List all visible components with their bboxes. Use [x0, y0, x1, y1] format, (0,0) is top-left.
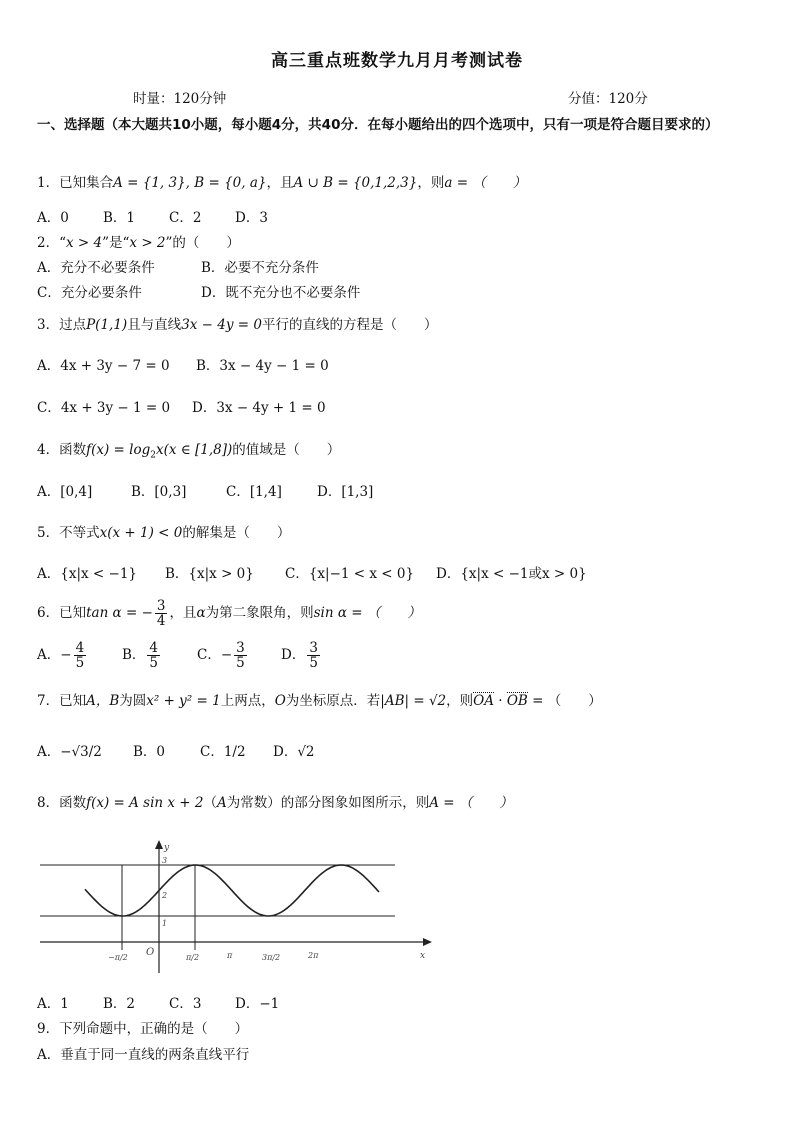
q6-option-c-num: 3: [236, 640, 245, 656]
graph-origin-label: O: [146, 947, 155, 958]
q4-option-a: A．[0,4]: [37, 484, 93, 500]
q6-alpha: α: [196, 605, 206, 621]
q4-option-c: C．[1,4]: [226, 484, 282, 500]
q7-option-d-label: D．: [273, 744, 298, 760]
q7-distance: |AB| = √2: [380, 693, 447, 709]
q6-option-a-num: 4: [75, 640, 85, 656]
q4-function: f(x) = log: [86, 442, 151, 458]
q8-constant: A: [217, 795, 227, 811]
question-3: [37, 313, 437, 333]
graph-y1-label: 1: [162, 919, 168, 928]
q3-option-a: A．4x + 3y − 7 = 0: [37, 358, 170, 374]
q7-text-2: 为圆: [119, 693, 147, 709]
q5-option-d: D．{x|x < −1或x > 0}: [436, 566, 587, 582]
q5-option-a: A．{x|x < −1}: [37, 566, 137, 582]
q6-option-d-num: 3: [309, 640, 318, 656]
q2-text-3: ”的（ ）: [165, 235, 240, 251]
q6-text-3: 为第二象限角，则: [205, 605, 314, 621]
graph-y-label: y: [164, 843, 170, 853]
q4-log-base: 2: [150, 450, 156, 461]
q1-option-b: B．1: [103, 210, 136, 226]
q6-option-c-label: C．: [197, 647, 221, 663]
q8-text-1: 8．函数: [37, 795, 87, 811]
q6-option-b-label: B．: [122, 647, 146, 663]
q6-option-d-label: D．: [281, 647, 306, 663]
question-2: [37, 231, 240, 251]
q8-function-graph: [40, 838, 440, 973]
q6-text-1: 6．已知: [37, 605, 87, 621]
q2-cond-2: x > 2: [129, 235, 166, 251]
q3-option-b: B．3x − 4y − 1 = 0: [196, 358, 329, 374]
q6-option-b-fraction: [147, 641, 160, 670]
q4-option-d: D．[1,3]: [317, 484, 374, 500]
q6-fraction: [155, 599, 168, 628]
q1-var: a = （ ）: [444, 175, 527, 191]
q7-option-d-value: √2: [297, 744, 315, 760]
q2-option-a: A．充分不必要条件: [37, 260, 155, 276]
q7-option-a-value: −√3/2: [60, 744, 102, 760]
q5-option-c: C．{x|−1 < x < 0}: [285, 566, 415, 582]
graph-sine-curve: [85, 865, 379, 916]
q6-option-c-den: 5: [236, 655, 245, 671]
q4-text-2: 的值域是（ ）: [232, 442, 341, 458]
q1-text-3: ，则: [417, 175, 445, 191]
question-9: 9．下列命题中，正确的是（ ）: [37, 1021, 249, 1037]
q6-option-c: [197, 638, 249, 672]
q7-option-a: [37, 740, 102, 760]
q7-circle: x² + y² = 1: [146, 693, 221, 709]
q2-option-b: B．必要不充分条件: [201, 260, 319, 276]
q2-text-1: 2．“: [37, 235, 66, 251]
q6-option-a: [37, 638, 88, 672]
q4-option-b: B．[0,3]: [131, 484, 187, 500]
q5-text-1: 5．不等式: [37, 525, 100, 541]
question-8: [37, 791, 513, 811]
q7-origin: O: [274, 693, 286, 709]
q3-option-c: C．4x + 3y − 1 = 0: [37, 400, 171, 416]
graph-x-label: x: [420, 951, 426, 961]
q7-option-a-label: A．: [37, 744, 61, 760]
graph-tick-two-pi: 2π: [308, 951, 319, 960]
q3-text-1: 3．过点: [37, 317, 87, 333]
q5-text-2: 的解集是（ ）: [182, 525, 291, 541]
question-1: [37, 171, 526, 191]
graph-y2-label: 2: [162, 891, 168, 900]
q5-inequality: x(x + 1) < 0: [99, 525, 183, 541]
q6-option-a-fraction: [74, 641, 87, 670]
q1-option-a: A．0: [37, 210, 69, 226]
exam-score: 分值：120分: [568, 91, 648, 107]
graph-tick-three-half-pi: 3π/2: [262, 953, 281, 962]
q7-option-d: [273, 740, 315, 760]
graph-tick-half-pi: π/2: [186, 953, 200, 962]
q7-text-6: = （ ）: [527, 693, 602, 709]
q6-option-c-sign: −: [220, 647, 233, 663]
q6-option-c-fraction: [234, 641, 247, 670]
q7-text-4: 为坐标原点．若: [285, 693, 381, 709]
q8-text-2: （: [203, 795, 218, 811]
q6-option-a-den: 5: [75, 655, 85, 671]
q9-option-a: A．垂直于同一直线的两条直线平行: [37, 1047, 250, 1063]
q1-option-d: D．3: [235, 210, 268, 226]
q1-sets: A = {1, 3}, B = {0, a}: [113, 175, 267, 191]
exam-time: 时量：120分钟: [133, 91, 227, 107]
graph-y-arrow: [155, 840, 163, 849]
q8-option-b: B．2: [103, 996, 136, 1012]
q6-sin: sin α = （ ）: [313, 605, 421, 621]
q3-text-2: 且与直线: [127, 317, 182, 333]
q4-text-1: 4．函数: [37, 442, 87, 458]
q1-text-1: 1．已知集合: [37, 175, 114, 191]
q6-option-a-label: A．: [37, 647, 61, 663]
q8-option-d: D．−1: [235, 996, 280, 1012]
q5-option-b: B．{x|x > 0}: [165, 566, 254, 582]
q7-text-5: ，则: [446, 693, 474, 709]
q1-union: A ∪ B = {0,1,2,3}: [293, 175, 418, 191]
q6-option-d: [281, 638, 322, 672]
q7-vector-oa: OA: [473, 693, 494, 709]
exam-title: 高三重点班数学九月月考测试卷: [271, 51, 523, 71]
question-4: [37, 438, 340, 461]
q3-text-3: 平行的直线的方程是（ ）: [261, 317, 438, 333]
q6-option-d-fraction: [307, 641, 320, 670]
q7-option-c-label: C．: [200, 744, 224, 760]
q7-dot: ·: [493, 693, 507, 709]
q6-denominator: 4: [156, 613, 166, 629]
question-5: [37, 521, 290, 541]
q6-option-b-den: 5: [149, 655, 159, 671]
q7-option-b-label: B．: [133, 744, 157, 760]
q1-text-2: ，且: [266, 175, 294, 191]
q8-text-3: 为常数）的部分图象如图所示，则: [226, 795, 430, 811]
graph-y3-label: 3: [162, 856, 168, 865]
q2-option-d: D．既不充分也不必要条件: [201, 285, 361, 301]
q2-option-c: C．充分必要条件: [37, 285, 142, 301]
q7-vector-ob: OB: [506, 693, 528, 709]
section-heading: 一、选择题（本大题共10小题，每小题4分，共40分．在每小题给出的四个选项中，只有一项是符合题目要求的）: [37, 117, 719, 133]
q7-option-b: [133, 740, 165, 760]
q8-option-c: C．3: [169, 996, 202, 1012]
q3-option-d: D．3x − 4y + 1 = 0: [192, 400, 326, 416]
q4-domain: x(x ∈ [1,8]): [155, 442, 233, 458]
graph-tick-pi: π: [227, 951, 233, 960]
q2-cond-1: x > 4: [66, 235, 103, 251]
graph-x-arrow: [423, 938, 432, 946]
q8-option-a: A．1: [37, 996, 69, 1012]
q6-option-b-num: 4: [149, 640, 159, 656]
q7-option-b-value: 0: [156, 744, 166, 760]
q2-text-2: ”是“: [102, 235, 130, 251]
q7-option-c-value: 1/2: [223, 744, 246, 760]
q7-text-1: 7．已知: [37, 693, 87, 709]
graph-tick-neg-half-pi: −π/2: [108, 953, 128, 962]
q1-option-c: C．2: [169, 210, 202, 226]
q6-numerator: 3: [156, 598, 166, 614]
q8-function: f(x) = A sin x + 2: [86, 795, 204, 811]
q6-option-a-sign: −: [60, 647, 72, 663]
q6-text-2: ，且: [169, 605, 197, 621]
q7-points: A，B: [86, 693, 120, 709]
q7-option-c: [200, 740, 246, 760]
q6-tan: tan α = −: [86, 605, 153, 621]
question-6: [37, 596, 421, 630]
q3-line: 3x − 4y = 0: [181, 317, 262, 333]
q7-text-3: 上两点，: [220, 693, 275, 709]
q6-option-b: [122, 638, 162, 672]
q6-option-d-den: 5: [309, 655, 318, 671]
q8-answer-var: A = （ ）: [429, 795, 513, 811]
question-7: [37, 689, 602, 709]
q3-point: P(1,1): [86, 317, 128, 333]
